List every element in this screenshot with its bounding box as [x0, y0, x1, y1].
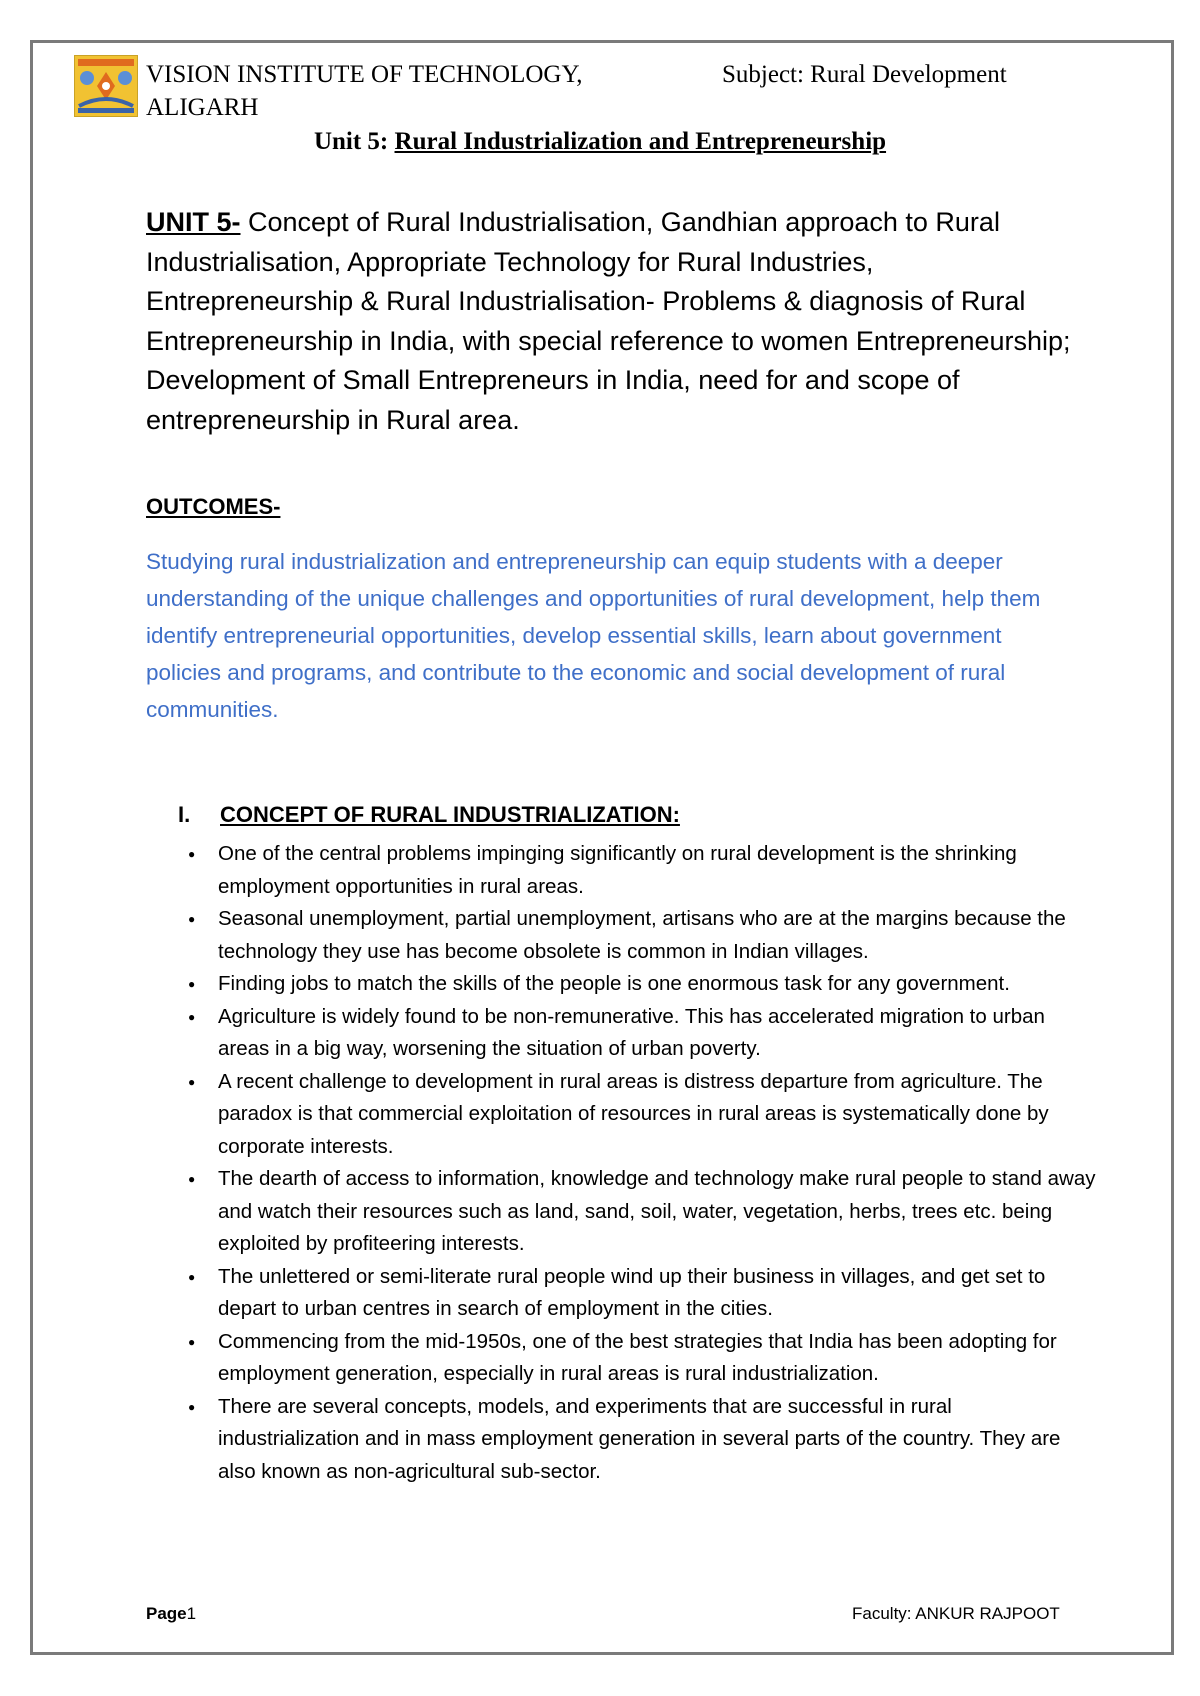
unit-heading-title: Rural Industrialization and Entrepreneurship — [394, 128, 887, 155]
syllabus-lead: UNIT 5- — [146, 207, 241, 237]
syllabus-paragraph — [146, 203, 1076, 440]
list-item: ● Agriculture is widely found to be non-remunerative. This has accelerated migration to urban areas in a big way, worsening the situation of urban poverty. — [218, 1001, 1098, 1066]
list-item: ● The dearth of access to information, knowledge and technology make rural people to stand away and watch their resources such as land, sand, soil, water, vegetation, herbs, trees etc. being exploited by profiteering interests. — [218, 1163, 1098, 1261]
subject-label: Subject: Rural Development — [722, 61, 1007, 88]
syllabus-text: Concept of Rural Industrialisation, Gandhian approach to Rural Industrialisation, Appropriate Technology for Rural Industries, Entrepreneurship & Rural Industrialisation- Problems & diagnosis of Rural Entrepreneurship in India, with special reference to women Entrepreneurship; Development of Small Entrepreneurs in India, need for and scope of entrepreneurship in Rural area. — [146, 207, 1071, 435]
list-item: ● One of the central problems impinging significantly on rural development is the shrinking employment opportunities in rural areas. — [218, 838, 1098, 903]
institute-name: VISION INSTITUTE OF TECHNOLOGY, ALIGARH — [146, 61, 583, 121]
institute-logo-icon — [75, 56, 137, 116]
list-item: ● Seasonal unemployment, partial unemployment, artisans who are at the margins because the technology they use has become obsolete is common in Indian villages. — [218, 903, 1098, 968]
page-number — [146, 1602, 196, 1626]
page-number-value: 1 — [186, 1604, 197, 1623]
section-heading — [178, 800, 680, 830]
outcomes-heading: OUTCOMES- — [146, 494, 281, 519]
list-item: ● The unlettered or semi-literate rural people wind up their business in villages, and get set to depart to urban centres in search of employment in the cities. — [218, 1261, 1098, 1326]
outcomes-text: Studying rural industrialization and entrepreneurship can equip students with a deeper understanding of the unique challenges and opportunities of rural development, help them identify entrepreneurial opportunities, develop essential skills, learn about government policies and programs, and contribute to the economic and social development of rural communities. — [146, 549, 1041, 722]
section-number: I. — [178, 802, 191, 827]
list-item: ● There are several concepts, models, and experiments that are successful in rural industrialization and in mass employment generation in several parts of the country. They are also known as non-agricultural sub-sector. — [218, 1391, 1098, 1489]
unit-heading-prefix: Unit 5: — [313, 128, 395, 155]
section-title: CONCEPT OF RURAL INDUSTRIALIZATION: — [220, 802, 680, 827]
unit-heading — [0, 126, 1200, 158]
institute-logo — [74, 55, 138, 117]
faculty-name: Faculty: ANKUR RAJPOOT — [852, 1604, 1060, 1623]
bullet-list — [218, 838, 1098, 1488]
list-item: ● Finding jobs to match the skills of the people is one enormous task for any government. — [218, 968, 1098, 1001]
list-item: ● Commencing from the mid-1950s, one of the best strategies that India has been adopting for employment generation, especially in rural areas is rural industrialization. — [218, 1326, 1098, 1391]
list-item: ● A recent challenge to development in rural areas is distress departure from agriculture. The paradox is that commercial exploitation of resources in rural areas is systematically done by corporate interests. — [218, 1066, 1098, 1164]
page-label: Page — [146, 1604, 187, 1623]
